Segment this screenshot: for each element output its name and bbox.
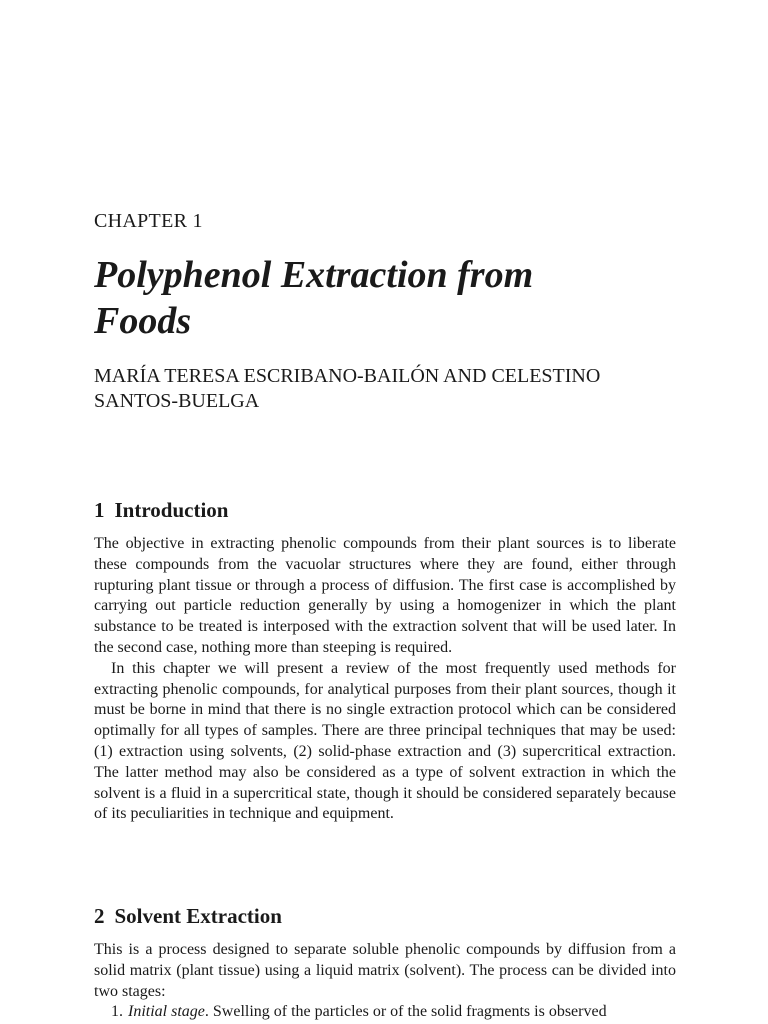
paragraph: In this chapter we will present a review of the most frequently used methods for extracting phenolic compounds, for analytical purposes from their plant sources, though it must be borne in mind that there is no single extraction protocol which can be considered optimally for all types of samples. There are three principal techniques that may be used: (1) extraction using solvents, (2) solid-phase extraction and (3) supercritical extraction. The latter method may also be considered as a type of solvent extraction in which the solvent is a fluid in a supercritical state, though it should be considered separately because of its peculiarities in technique and equipment. [94, 659, 676, 823]
chapter-title-line-1: Polyphenol Extraction from [94, 254, 534, 296]
chapter-authors [94, 364, 694, 414]
section-number: 1 [94, 498, 105, 522]
list-item-text: . Swelling of the particles or of the solid fragments is observed [204, 1003, 607, 1021]
chapter-title-line-2: Foods [94, 300, 192, 342]
introduction-body [94, 534, 676, 825]
list-item-number: 1. [111, 1003, 123, 1021]
section-title: Solvent Extraction [114, 904, 282, 928]
section-heading-solvent-extraction [94, 903, 282, 929]
paragraph: The objective in extracting phenolic compounds from their plant sources is to liberate these compounds from the vacuolar structures where they are found, either through rupturing plant tissue or through a process of diffusion. The first case is accomplished by carrying out particle reduction generally by using a homogenizer in which the plant substance to be treated is interposed with the extraction solvent that will be used later. In the second case, nothing more than steeping is required. [94, 535, 676, 656]
authors-line-2: SANTOS-BUELGA [94, 390, 260, 412]
chapter-label: CHAPTER 1 [94, 210, 203, 232]
list-item-stage: Initial stage [128, 1003, 205, 1021]
section-number: 2 [94, 904, 105, 928]
solvent-extraction-body [94, 940, 676, 1023]
chapter-title [94, 252, 694, 344]
section-title: Introduction [114, 498, 229, 522]
authors-line-1: MARÍA TERESA ESCRIBANO-BAILÓN AND CELESTINO [94, 365, 601, 387]
list-item [94, 1002, 676, 1023]
paragraph: This is a process designed to separate soluble phenolic compounds by diffusion from a solid matrix (plant tissue) using a liquid matrix (solvent). The process can be divided into two stages: [94, 941, 676, 1000]
section-heading-introduction [94, 497, 228, 523]
